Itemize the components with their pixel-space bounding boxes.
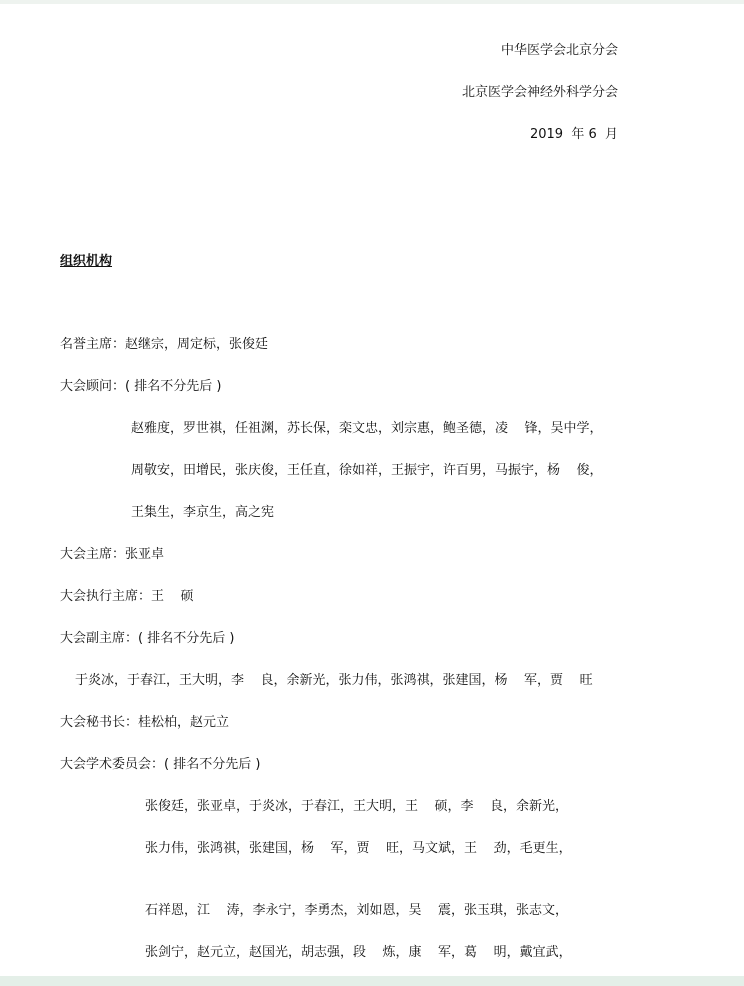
secretary-general: 大会秘书长：桂松柏，赵元立	[60, 715, 230, 730]
advisors-line: 周敬安，田增民，张庆俊，王任直，徐如祥，王振宇，许百男，马振宇，杨 俊，	[131, 463, 603, 478]
advisors-label: 大会顾问：( 排名不分先后 )	[60, 379, 222, 394]
academic-committee-line: 张俊廷，张亚卓，于炎冰，于春江，王大明，王 硕，李 良，余新光，	[145, 799, 569, 814]
section-title: 组织机构	[60, 254, 113, 269]
academic-committee-line: 张剑宁，赵元立，赵国光，胡志强，段 炼，康 军，葛 明，戴宜武，	[145, 945, 572, 960]
header-org-cma-beijing: 中华医学会北京分会	[500, 43, 618, 58]
executive-chair: 大会执行主席：王 硕	[60, 589, 194, 604]
conference-chair: 大会主席：张亚卓	[60, 547, 165, 562]
advisors-line: 赵雅度，罗世祺，任祖渊，苏长保，栾文忠，刘宗惠，鲍圣德，凌 锋，吴中学，	[131, 421, 603, 436]
vice-chairs-line: 于炎冰，于春江，王大明，李 良，余新光，张力伟，张鸿祺，张建国，杨 军，贾 旺	[75, 673, 593, 688]
academic-committee-line: 张力伟，张鸿祺，张建国，杨 军，贾 旺，马文斌，王 劲，毛更生，	[145, 841, 572, 856]
advisors-line: 王集生，李京生，高之宪	[131, 505, 275, 520]
vice-chairs-label: 大会副主席：( 排名不分先后 )	[60, 631, 235, 646]
header-org-neurosurgery-branch: 北京医学会神经外科学分会	[461, 85, 618, 100]
honorary-chairs: 名誉主席：赵继宗，周定标，张俊廷	[60, 337, 269, 352]
viewer-bottom-band	[0, 976, 744, 986]
header-date: 2019 年 6 月	[529, 127, 618, 142]
academic-committee-label: 大会学术委员会：( 排名不分先后 )	[60, 757, 261, 772]
academic-committee-line: 石祥恩，江 涛，李永宁，李勇杰，刘如恩，吴 震，张玉琪，张志文，	[145, 903, 569, 918]
document-page	[0, 4, 744, 976]
